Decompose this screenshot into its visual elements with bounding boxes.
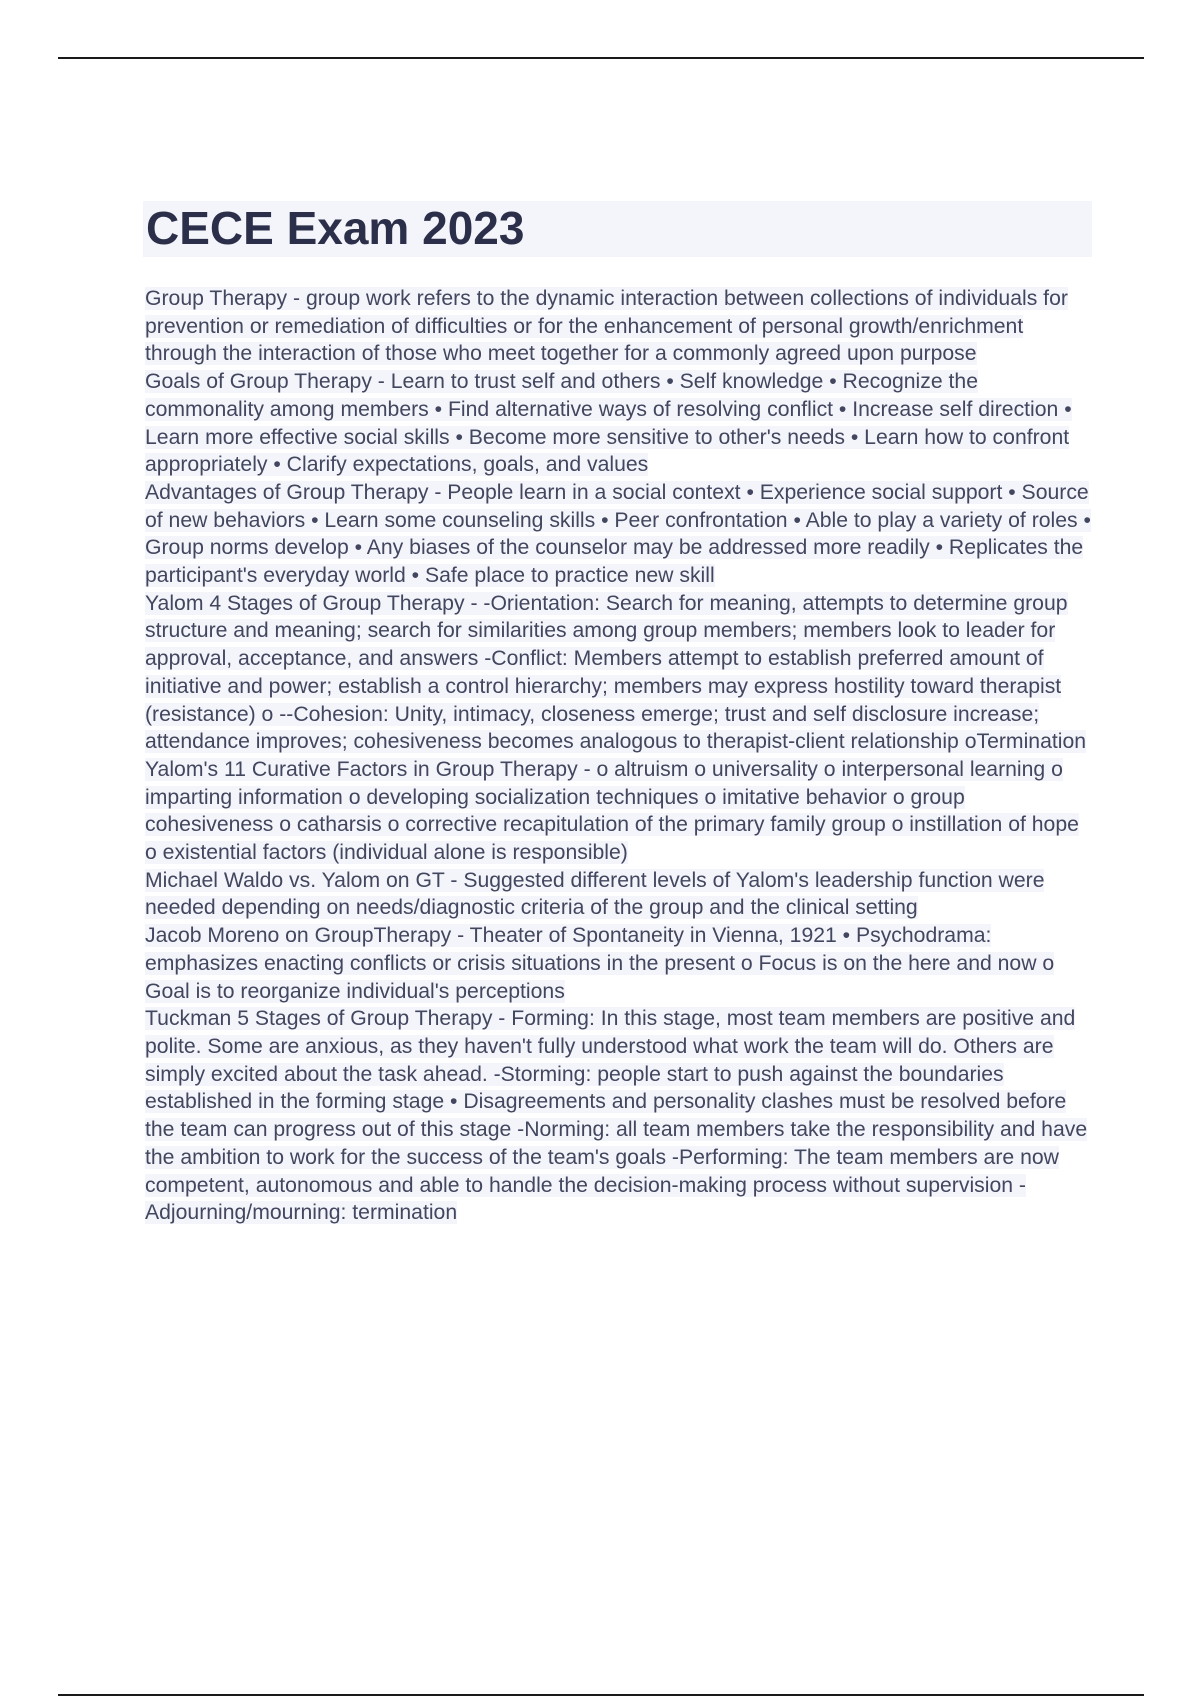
entry-michael-waldo xyxy=(145,867,1095,922)
top-rule xyxy=(58,57,1144,59)
flashcard-list xyxy=(145,285,1095,1227)
entry-text: Advantages of Group Therapy - People learn in a social context • Experience social support • Source of new behaviors • Learn some counseling skills • Peer confrontation • Able to play a variety of roles • Group norms develop • Any biases of the counselor may be addressed more readily • Replicates the participant's everyday world • Safe place to practice new skill xyxy=(145,480,1091,588)
entry-text: Goals of Group Therapy - Learn to trust self and others • Self knowledge • Recognize the commonality among members • Find alternative ways of resolving conflict • Increase self direction • Learn more effective social skills • Become more sensitive to other's needs • Learn how to confront appropriately • Clarify expectations, goals, and values xyxy=(145,370,1072,477)
entry-text: Jacob Moreno on GroupTherapy - Theater of Spontaneity in Vienna, 1921 • Psychodrama: emphasizes enacting conflicts or crisis situations in the present o Focus is on the here and now o Goal is to reorganize individual's perceptions xyxy=(145,924,1055,1003)
entry-group-therapy xyxy=(145,285,1095,368)
entry-text: Group Therapy - group work refers to the dynamic interaction between collections of individuals for prevention or remediation of difficulties or for the enhancement of personal growth/enrichment through the interaction of those who meet together for a commonly agreed upon purpose xyxy=(145,287,1068,366)
entry-text: Yalom 4 Stages of Group Therapy - -Orientation: Search for meaning, attempts to determine group structure and meaning; search for similarities among group members; members look to leader for approval, acceptance, and answers -Conflict: Members attempt to establish preferred amount of initiative and power; establish a control hierarchy; members may express hostility toward therapist (resistance) o --Cohesion: Unity, intimacy, closeness emerge; trust and self disclosure increase; attendance improves; cohesiveness becomes analogous to therapist-client relationship oTermination xyxy=(145,591,1087,754)
page-title: CECE Exam 2023 xyxy=(146,202,525,254)
entry-jacob-moreno xyxy=(145,922,1095,1005)
entry-tuckman-5-stages xyxy=(145,1005,1095,1227)
entry-goals-of-group-therapy xyxy=(145,368,1095,479)
bottom-rule xyxy=(58,1694,1144,1696)
entry-text: Yalom's 11 Curative Factors in Group Therapy - o altruism o universality o interpersonal learning o imparting information o developing socialization techniques o imitative behavior o group cohesiveness o catharsis o corrective recapitulation of the primary family group o instillation of hope o existential factors (individual alone is responsible) xyxy=(145,757,1079,865)
entry-yalom-4-stages xyxy=(145,590,1095,756)
entry-advantages-of-group-therapy xyxy=(145,479,1095,590)
entry-yalom-11-curative-factors xyxy=(145,756,1095,867)
entry-text: Michael Waldo vs. Yalom on GT - Suggested different levels of Yalom's leadership function were needed depending on needs/diagnostic criteria of the group and the clinical setting xyxy=(145,868,1045,920)
entry-text: Tuckman 5 Stages of Group Therapy - Forming: In this stage, most team members are positive and polite. Some are anxious, as they haven't fully understood what work the team will do. Others are simply excited about the task ahead. -Storming: people start to push against the boundaries established in the forming stage • Disagreements and personality clashes must be resolved before the team can progress out of this stage -Norming: all team members take the responsibility and have the ambition to work for the success of the team's goals -Performing: The team members are now competent, autonomous and able to handle the decision-making process without supervision -Adjourning/mourning: termination xyxy=(145,1007,1088,1225)
